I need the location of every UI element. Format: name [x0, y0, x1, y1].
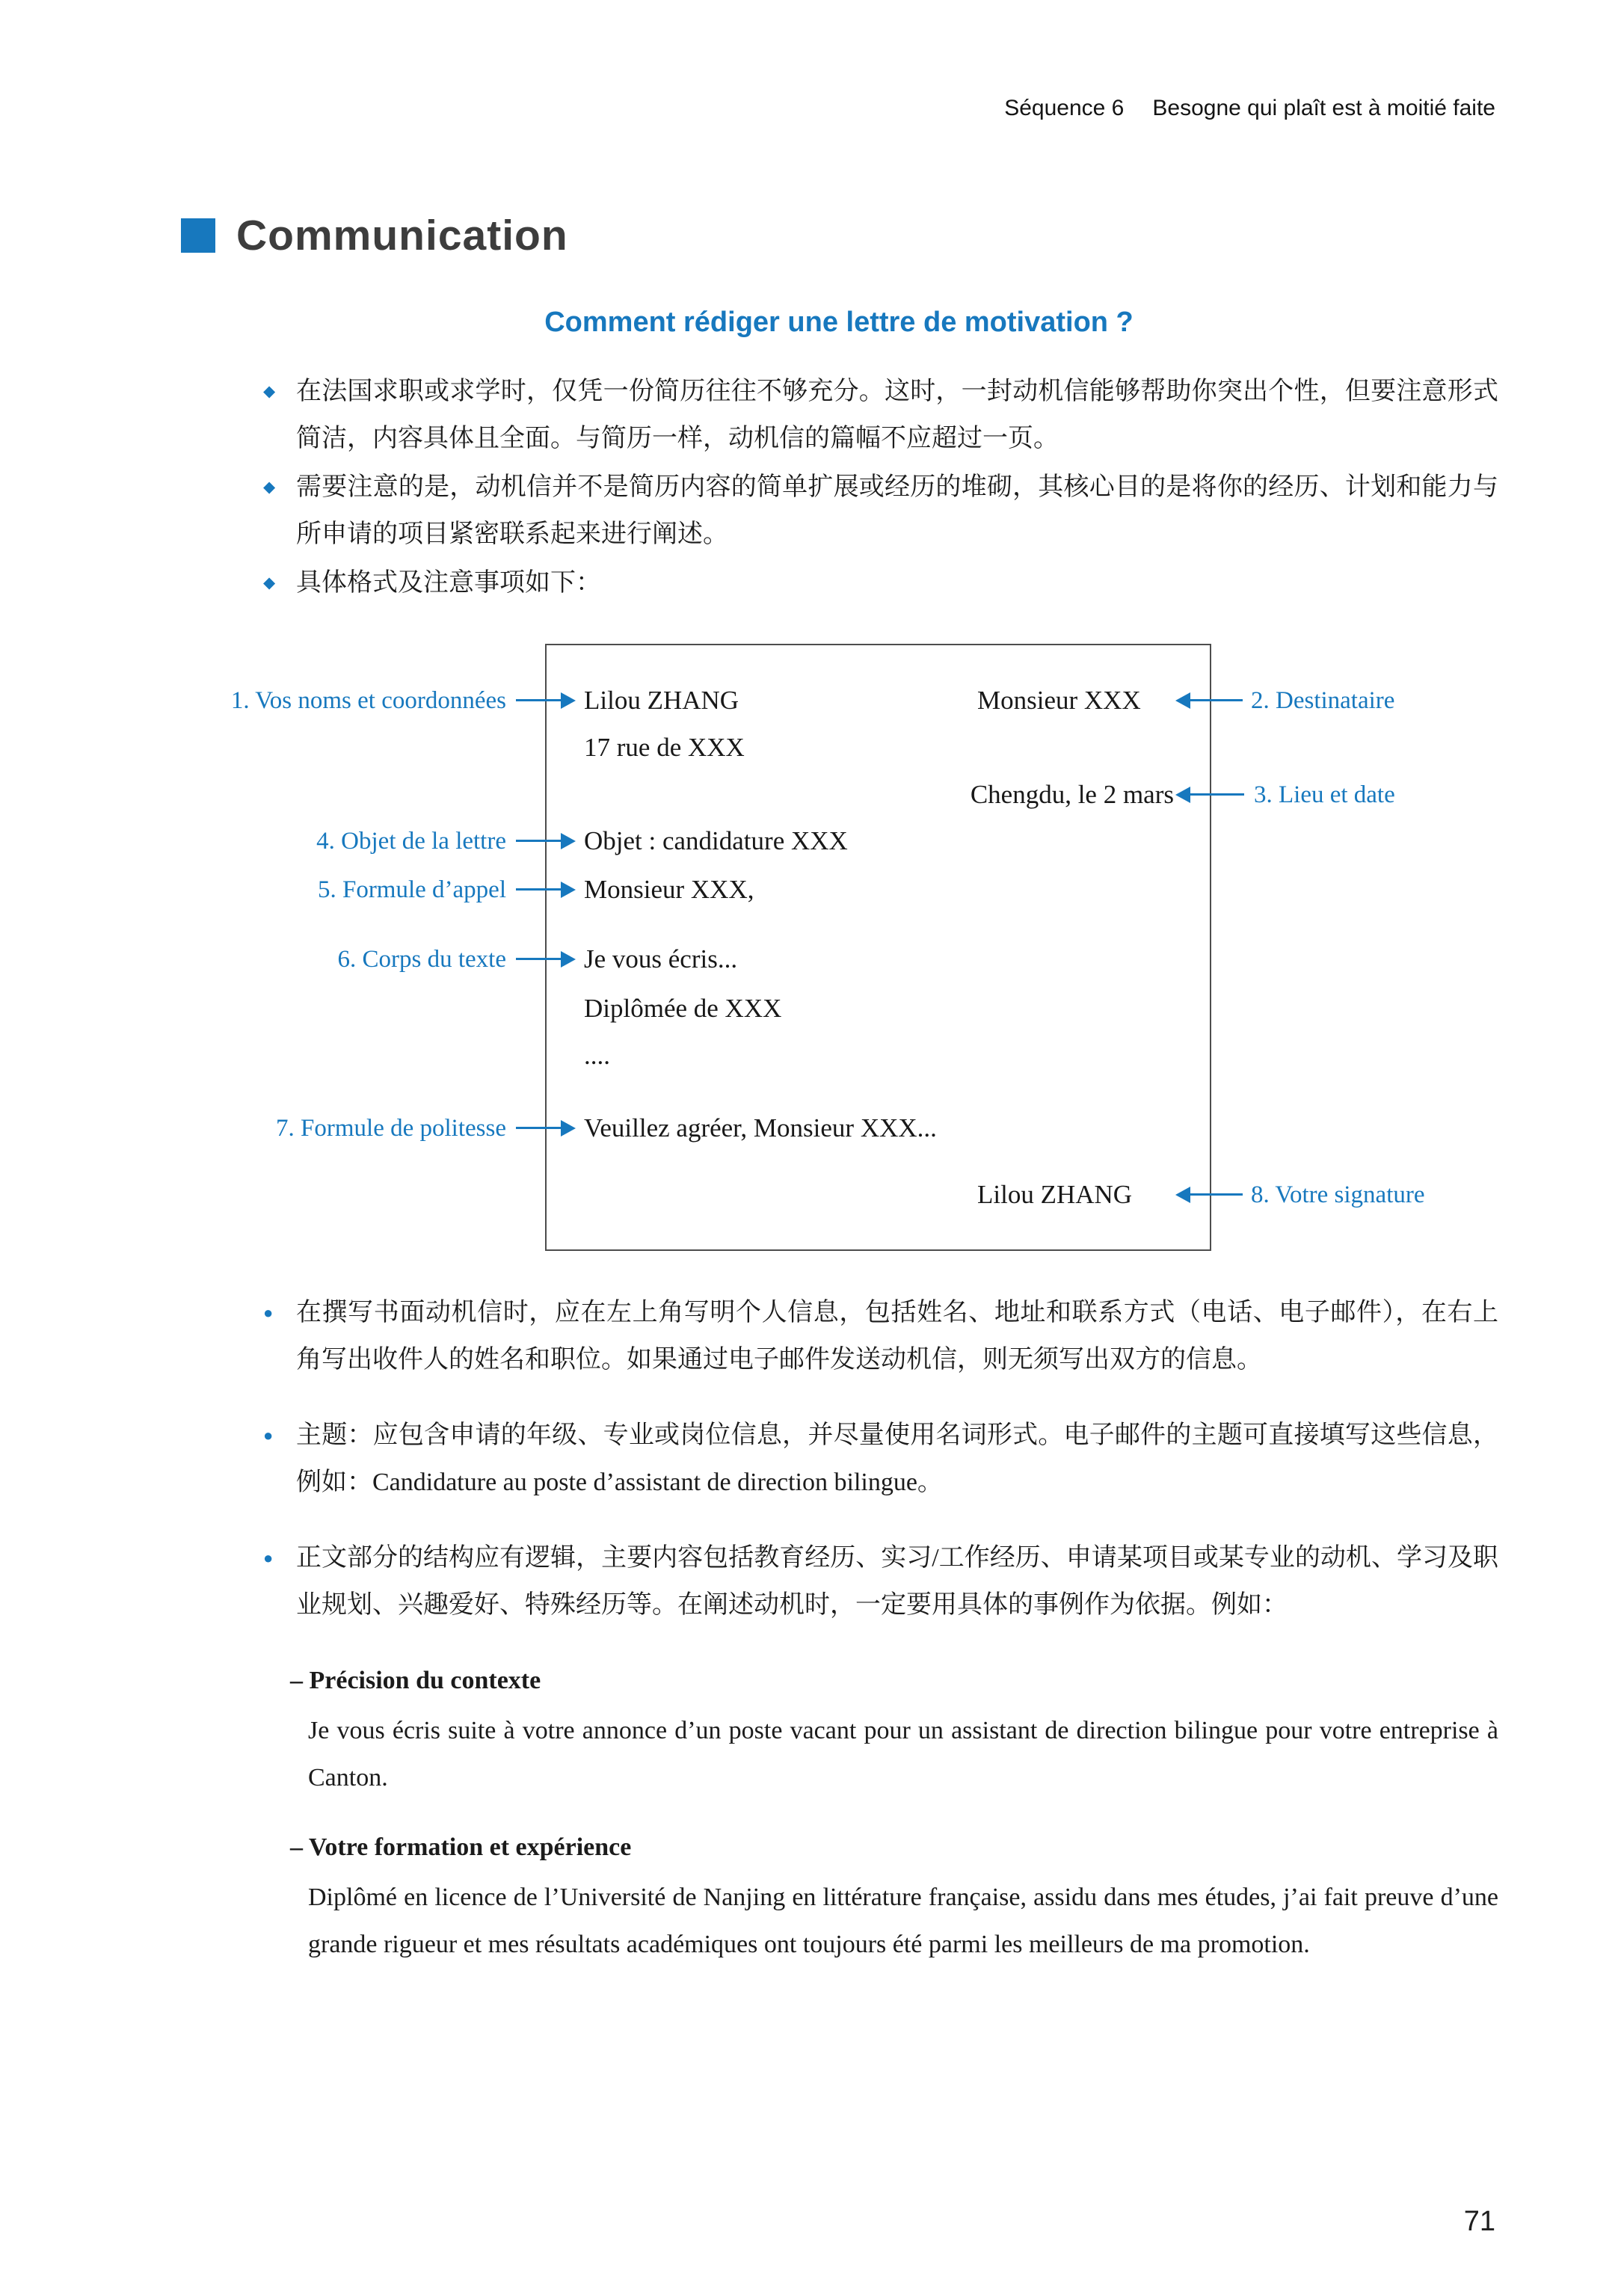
intro-bullet-list	[263, 368, 1498, 608]
letter-structure-diagram	[0, 644, 1624, 1253]
label-signature: 8. Votre signature	[1251, 1181, 1425, 1208]
arrow-right-icon	[516, 1127, 562, 1129]
note-bullet-text: 在撰写书面动机信时，应在左上角写明个人信息，包括姓名、地址和联系方式（电话、电子邮件），在右上角写出收件人的姓名和职位。如果通过电子邮件发送动机信，则无须写出双方的信息。	[296, 1299, 1498, 1374]
section-title: Communication	[236, 212, 568, 259]
section-marker-square	[181, 218, 215, 253]
letter-recipient: Monsieur XXX	[977, 686, 1141, 715]
example-block	[263, 1824, 1498, 1968]
header-sequence: Séquence 6	[1004, 96, 1125, 120]
label-closing: 7. Formule de politesse	[276, 1115, 506, 1142]
arrow-right-icon	[516, 840, 562, 842]
running-header	[1004, 96, 1495, 121]
list-item	[263, 464, 1498, 558]
list-item	[263, 1412, 1498, 1506]
letter-body-line1: Je vous écris...	[584, 944, 738, 974]
letter-closing: Veuillez agréer, Monsieur XXX...	[584, 1113, 937, 1142]
dot-bullet-icon	[263, 1534, 296, 1629]
diamond-bullet-icon	[263, 464, 296, 558]
letter-place-date: Chengdu, le 2 mars	[970, 780, 1174, 809]
header-chapter-title: Besogne qui plaît est à moitié faite	[1152, 96, 1495, 120]
arrow-left-icon	[1189, 699, 1243, 701]
example-title: – Précision du contexte	[290, 1667, 541, 1694]
label-salutation: 5. Formule d’appel	[317, 876, 506, 903]
letter-salutation: Monsieur XXX,	[584, 875, 754, 904]
letter-subject-line: Objet : candidature XXX	[584, 826, 848, 855]
letter-body-line3: ....	[584, 1041, 610, 1070]
page-number: 71	[1463, 2206, 1495, 2237]
diamond-bullet-icon	[263, 368, 296, 462]
example-text: Diplômé en licence de l’Université de Nanjing en littérature française, assidu dans mes études, j’ai fait preuve d’une grande rigueur et mes résultats académiques ont toujours été parmi les meilleurs de ma promotion.	[308, 1883, 1498, 1958]
letter-signature: Lilou ZHANG	[977, 1180, 1133, 1209]
note-bullet-text: 正文部分的结构应有逻辑，主要内容包括教育经历、实习/工作经历、申请某项目或某专业的动机、学习及职业规划、兴趣爱好、特殊经历等。在阐述动机时，一定要用具体的事例作为依据。例如：	[296, 1544, 1498, 1619]
lesson-subtitle: Comment rédiger une lettre de motivation ?	[544, 307, 1134, 338]
section-title-row	[181, 211, 568, 260]
label-subject: 4. Objet de la lettre	[316, 828, 506, 855]
list-item	[263, 1534, 1498, 1629]
label-recipient: 2. Destinataire	[1251, 687, 1395, 714]
note-bullet-text: 主题：应包含申请的年级、专业或岗位信息，并尽量使用名词形式。电子邮件的主题可直接填写这些信息，例如：Candidature au poste d’assistant de direction bilingue。	[296, 1421, 1498, 1496]
arrow-left-icon	[1189, 1193, 1243, 1196]
example-text: Je vous écris suite à votre annonce d’un poste vacant pour un assistant de direction bilingue pour votre entreprise à Canton.	[308, 1717, 1498, 1792]
arrow-right-icon	[516, 888, 562, 891]
example-block	[263, 1657, 1498, 1801]
list-item	[263, 559, 1498, 606]
list-item	[263, 368, 1498, 462]
arrow-left-icon	[1189, 793, 1244, 796]
letter-body-line2: Diplômée de XXX	[584, 994, 782, 1023]
letter-sender-address: 17 rue de XXX	[584, 733, 745, 762]
arrow-right-icon	[516, 699, 562, 701]
label-body: 6. Corps du texte	[337, 946, 506, 973]
diamond-bullet-icon	[263, 559, 296, 606]
letter-sender-name: Lilou ZHANG	[584, 686, 739, 715]
intro-bullet-text: 在法国求职或求学时，仅凭一份简历往往不够充分。这时，一封动机信能够帮助你突出个性，但要注意形式简洁，内容具体且全面。与简历一样，动机信的篇幅不应超过一页。	[296, 378, 1498, 452]
arrow-right-icon	[516, 958, 562, 960]
list-item	[263, 1289, 1498, 1383]
label-place-date: 3. Lieu et date	[1254, 781, 1395, 808]
notes-section	[263, 1289, 1498, 1968]
dot-bullet-icon	[263, 1412, 296, 1506]
intro-bullet-text: 需要注意的是，动机信并不是简历内容的简单扩展或经历的堆砌，其核心目的是将你的经历、计划和能力与所申请的项目紧密联系起来进行阐述。	[296, 473, 1498, 548]
intro-bullet-text: 具体格式及注意事项如下：	[296, 569, 601, 597]
dot-bullet-icon	[263, 1289, 296, 1383]
label-sender-info: 1. Vos noms et coordonnées	[230, 687, 506, 714]
example-title: – Votre formation et expérience	[290, 1833, 632, 1861]
